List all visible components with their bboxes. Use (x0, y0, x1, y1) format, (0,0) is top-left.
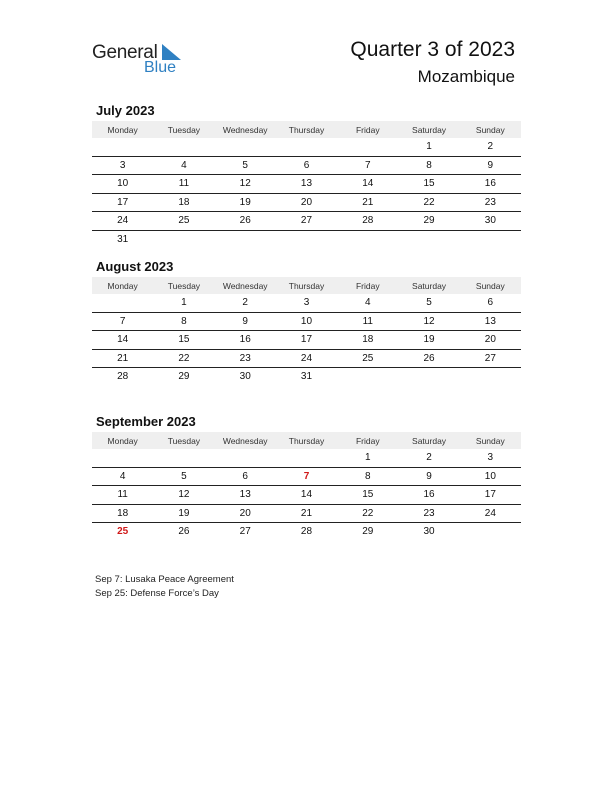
week-row (92, 331, 521, 350)
day-cell: 12 (178, 489, 190, 501)
day-cell: 17 (300, 334, 313, 346)
day-cell: 8 (364, 470, 371, 482)
day-cell: 25 (117, 526, 129, 538)
month-august (92, 259, 521, 387)
day-cell: 7 (303, 470, 310, 482)
weekday-label: Wednesday (222, 280, 268, 291)
weekday-label: Thursday (288, 280, 325, 291)
day-cell: 2 (487, 141, 494, 153)
day-cell: 29 (178, 371, 190, 383)
holiday-note: Sep 7: Lusaka Peace Agreement (95, 574, 234, 585)
weekday-label: Tuesday (167, 124, 201, 135)
day-cell: 24 (484, 507, 496, 519)
day-cell: 27 (239, 526, 251, 538)
logo-general-text: General (92, 42, 158, 63)
day-cell: 3 (119, 159, 126, 171)
day-cell: 21 (362, 196, 374, 208)
day-cell: 2 (426, 452, 432, 464)
holiday-notes (95, 573, 234, 601)
weekday-label: Tuesday (167, 435, 201, 446)
day-cell: 25 (178, 215, 190, 227)
week-row (92, 157, 521, 176)
weekday-label: Sunday (475, 124, 505, 135)
week-row (92, 212, 521, 231)
day-cell: 6 (487, 297, 494, 309)
weekday-header (92, 432, 521, 449)
day-cell: 14 (117, 334, 129, 346)
day-cell: 14 (300, 489, 313, 501)
day-cell: 29 (423, 215, 435, 227)
weekday-label: Wednesday (222, 124, 268, 135)
day-cell: 6 (242, 470, 248, 482)
day-cell: 9 (242, 315, 248, 327)
weekday-label: Monday (107, 280, 138, 291)
day-cell: 21 (117, 352, 129, 364)
day-cell: 23 (239, 352, 251, 364)
month-grid (92, 449, 521, 542)
week-row (92, 194, 521, 213)
day-cell: 5 (242, 159, 248, 171)
day-cell: 4 (119, 470, 126, 482)
day-cell: 13 (484, 315, 496, 327)
brand-logo (92, 40, 202, 80)
day-cell: 15 (178, 334, 190, 346)
day-cell: 18 (178, 196, 190, 208)
holiday-note: Sep 25: Defense Force’s Day (95, 588, 219, 599)
day-cell: 30 (423, 526, 435, 538)
week-row (92, 231, 521, 250)
day-cell: 1 (181, 297, 187, 309)
day-cell: 2 (242, 297, 248, 309)
day-cell: 15 (423, 178, 435, 190)
week-row (92, 313, 521, 332)
day-cell: 23 (423, 507, 435, 519)
day-cell: 24 (117, 215, 129, 227)
weekday-label: Wednesday (222, 435, 268, 446)
day-cell: 10 (300, 315, 313, 327)
logo-blue-text: Blue (144, 59, 177, 76)
day-cell: 5 (426, 297, 432, 309)
day-cell: 9 (487, 159, 494, 171)
weekday-label: Monday (107, 435, 138, 446)
day-cell: 1 (364, 452, 371, 464)
day-cell: 22 (178, 352, 190, 364)
country-name: Mozambique (417, 67, 515, 86)
day-cell: 27 (300, 215, 313, 227)
day-cell: 16 (239, 334, 251, 346)
week-row (92, 138, 521, 157)
day-cell: 19 (423, 334, 435, 346)
day-cell: 24 (300, 352, 313, 364)
day-cell: 22 (362, 507, 374, 519)
weekday-label: Sunday (475, 435, 505, 446)
day-cell: 5 (181, 470, 187, 482)
month-september (92, 414, 521, 542)
week-row (92, 368, 521, 387)
weekday-label: Thursday (288, 124, 325, 135)
day-cell: 9 (426, 470, 432, 482)
day-cell: 26 (178, 526, 190, 538)
day-cell: 8 (181, 315, 187, 327)
day-cell: 19 (178, 507, 190, 519)
day-cell: 14 (362, 178, 374, 190)
month-grid (92, 138, 521, 249)
day-cell: 15 (362, 489, 374, 501)
day-cell: 12 (239, 178, 251, 190)
weekday-label: Friday (355, 124, 380, 135)
weekday-label: Saturday (412, 124, 447, 135)
day-cell: 17 (484, 489, 496, 501)
weekday-label: Friday (355, 280, 380, 291)
week-row (92, 468, 521, 487)
weekday-label: Monday (107, 124, 138, 135)
weekday-label: Saturday (412, 435, 447, 446)
page-title: Quarter 3 of 2023 (350, 38, 515, 61)
day-cell: 17 (117, 196, 129, 208)
day-cell: 11 (178, 178, 190, 190)
weekday-header (92, 277, 521, 294)
day-cell: 18 (117, 507, 129, 519)
weekday-label: Friday (355, 435, 380, 446)
week-row (92, 449, 521, 468)
day-cell: 29 (362, 526, 374, 538)
day-cell: 4 (364, 297, 371, 309)
month-grid (92, 294, 521, 387)
day-cell: 13 (300, 178, 313, 190)
day-cell: 10 (484, 470, 496, 482)
week-row (92, 294, 521, 313)
weekday-label: Thursday (288, 435, 325, 446)
day-cell: 28 (300, 526, 313, 538)
day-cell: 13 (239, 489, 251, 501)
month-title: September 2023 (96, 414, 196, 429)
day-cell: 20 (484, 334, 496, 346)
day-cell: 28 (362, 215, 374, 227)
week-row (92, 505, 521, 524)
day-cell: 16 (484, 178, 496, 190)
weekday-label: Tuesday (167, 280, 201, 291)
day-cell: 23 (484, 196, 496, 208)
day-cell: 7 (119, 315, 126, 327)
week-row (92, 486, 521, 505)
weekday-label: Sunday (475, 280, 505, 291)
day-cell: 12 (423, 315, 435, 327)
day-cell: 4 (181, 159, 187, 171)
day-cell: 31 (117, 233, 129, 245)
day-cell: 26 (239, 215, 251, 227)
weekday-label: Saturday (412, 280, 447, 291)
month-july (92, 103, 521, 249)
day-cell: 3 (487, 452, 494, 464)
month-title: July 2023 (96, 103, 155, 118)
day-cell: 27 (484, 352, 496, 364)
week-row (92, 175, 521, 194)
day-cell: 28 (117, 371, 129, 383)
weekday-header (92, 121, 521, 138)
week-row (92, 350, 521, 369)
week-row (92, 523, 521, 542)
day-cell: 26 (423, 352, 435, 364)
day-cell: 10 (117, 178, 129, 190)
day-cell: 6 (303, 159, 310, 171)
day-cell: 20 (239, 507, 251, 519)
day-cell: 3 (303, 297, 310, 309)
day-cell: 25 (362, 352, 374, 364)
day-cell: 30 (239, 371, 251, 383)
day-cell: 18 (362, 334, 374, 346)
day-cell: 30 (484, 215, 496, 227)
day-cell: 31 (300, 371, 313, 383)
day-cell: 21 (300, 507, 313, 519)
day-cell: 22 (423, 196, 435, 208)
day-cell: 19 (239, 196, 251, 208)
month-title: August 2023 (96, 259, 174, 274)
day-cell: 8 (426, 159, 432, 171)
day-cell: 16 (423, 489, 435, 501)
day-cell: 11 (117, 489, 128, 501)
day-cell: 1 (426, 141, 432, 153)
day-cell: 11 (362, 315, 373, 327)
day-cell: 20 (300, 196, 313, 208)
day-cell: 7 (364, 159, 371, 171)
